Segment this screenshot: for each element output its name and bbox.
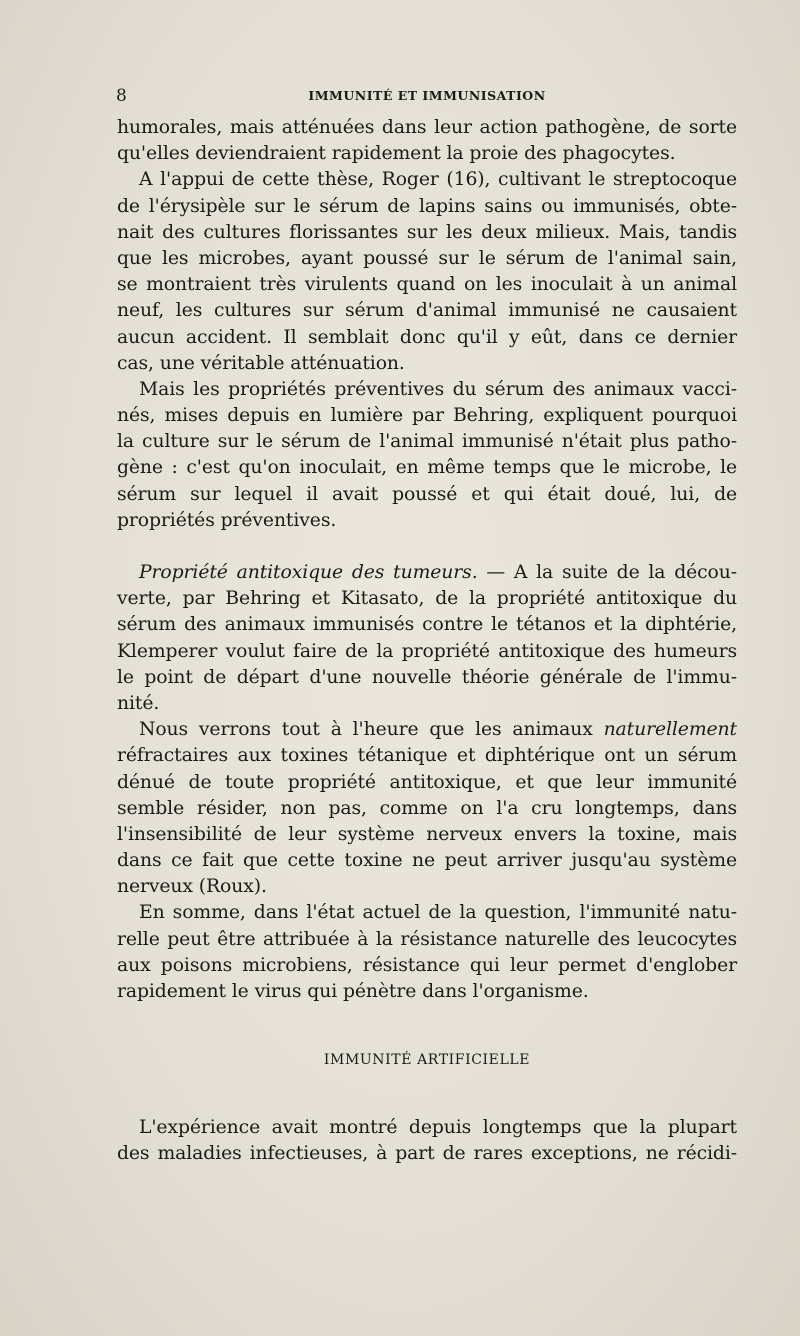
- text-line: de l'érysipèle sur le sérum de lapins sains ou immunisés, obte-: [117, 195, 737, 217]
- paragraph-roux: [117, 717, 737, 900]
- paragraph-antitoxique: [117, 560, 737, 717]
- text-line: semble résider, non pas, comme on l'a cru longtemps, dans: [117, 797, 737, 819]
- text-line: Mais les propriétés préventives du sérum des animaux vacci-: [139, 378, 737, 400]
- emphasis-text: naturellement: [603, 719, 737, 741]
- section-gap: [117, 1073, 737, 1115]
- running-title: IMMUNITÉ ET IMMUNISATION: [308, 88, 546, 103]
- paragraph-roger: [117, 167, 737, 377]
- text-line: que les microbes, ayant poussé sur le sérum de l'animal sain,: [117, 247, 737, 269]
- text-line: des maladies infectieuses, à part de rares exceptions, ne récidi-: [117, 1143, 737, 1165]
- text-line: neuf, les cultures sur sérum d'animal immunisé ne causaient: [117, 300, 737, 322]
- paragraph-en-somme: [117, 900, 737, 1005]
- paragraph-gap: [117, 534, 737, 560]
- text-line: [117, 560, 737, 586]
- subsection-heading: Propriété antitoxique des tumeurs.: [139, 562, 478, 583]
- text-line: relle peut être attribuée à la résistance naturelle des leucocytes: [117, 928, 737, 950]
- paragraph-behring: [117, 377, 737, 534]
- text-line: Klemperer voulut faire de la propriété antitoxique des humeurs: [117, 640, 737, 662]
- text-line: En somme, dans l'état actuel de la question, l'immunité natu-: [139, 902, 737, 924]
- text-line: nité.: [117, 692, 160, 714]
- page-body: [117, 115, 737, 1168]
- text-line: nait des cultures florissantes sur les deux milieux. Mais, tandis: [117, 221, 737, 243]
- text-line: aucun accident. Il semblait donc qu'il y eût, dans ce dernier: [117, 326, 737, 348]
- text-line: propriétés préventives.: [117, 509, 337, 531]
- text-line: sérum sur lequel il avait poussé et qui était doué, lui, de: [117, 483, 737, 505]
- text-line: verte, par Behring et Kitasato, de la propriété antitoxique du: [117, 588, 737, 610]
- text-line: se montraient très virulents quand on les inoculait à un animal: [117, 274, 737, 296]
- text-line: aux poisons microbiens, résistance qui leur permet d'englober: [117, 954, 737, 976]
- text-line: humorales, mais atténuées dans leur action pathogène, de sorte: [117, 117, 737, 138]
- text-line: dans ce fait que cette toxine ne peut arriver jusqu'au système: [117, 850, 737, 872]
- text-line: qu'elles deviendraient rapidement la proie des phagocytes.: [117, 143, 676, 165]
- text-line: [117, 717, 737, 743]
- text-line: cas, une véritable atténuation.: [117, 352, 405, 374]
- text-line: rapidement le virus qui pénètre dans l'organisme.: [117, 981, 589, 1002]
- page-number: 8: [116, 86, 127, 106]
- text-line: dénué de toute propriété antitoxique, et que leur immunité: [117, 771, 737, 793]
- section-title: IMMUNITÉ ARTIFICIELLE: [323, 1052, 531, 1069]
- text-line: nerveux (Roux).: [117, 876, 267, 898]
- running-head: [116, 86, 738, 108]
- text-line: le point de départ d'une nouvelle théorie générale de l'immu-: [117, 666, 737, 688]
- section-gap: [117, 1005, 737, 1047]
- text-line: la culture sur le sérum de l'animal immunisé n'était plus patho-: [117, 431, 737, 453]
- paragraph-continuation: [117, 115, 737, 167]
- text-fragment: — A la suite de la décou-: [477, 562, 737, 583]
- text-line: A l'appui de cette thèse, Roger (16), cultivant le streptocoque: [139, 169, 737, 191]
- text-fragment: Nous verrons tout à l'heure que les animaux: [139, 719, 604, 741]
- text-line: gène : c'est qu'on inoculait, en même temps que le microbe, le: [117, 457, 737, 479]
- text-line: réfractaires aux toxines tétanique et diphtérique ont un sérum: [117, 745, 737, 767]
- text-line: sérum des animaux immunisés contre le tétanos et la diphtérie,: [117, 614, 737, 636]
- paragraph-experience: [117, 1115, 737, 1167]
- text-line: L'expérience avait montré depuis longtemps que la plupart: [139, 1117, 737, 1139]
- text-line: l'insensibilité de leur système nerveux envers la toxine, mais: [117, 823, 737, 845]
- text-line: nés, mises depuis en lumière par Behring, expliquent pourquoi: [117, 405, 737, 427]
